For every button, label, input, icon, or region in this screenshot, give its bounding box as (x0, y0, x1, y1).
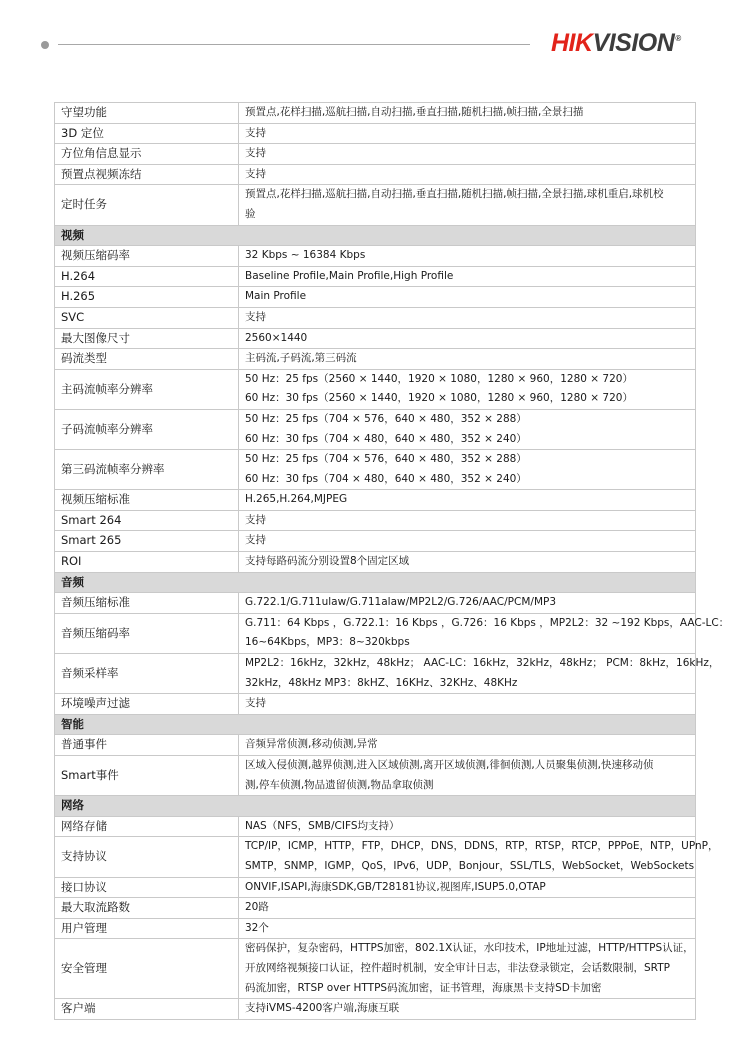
spec-value (239, 593, 696, 614)
spec-value (239, 307, 696, 328)
spec-value-line: Main Profile (245, 290, 307, 303)
spec-table-body (55, 103, 730, 1020)
hikvision-logo (551, 28, 681, 58)
header-bullet (41, 41, 49, 49)
spec-value (239, 613, 730, 653)
spec-row (55, 999, 696, 1020)
spec-value-line: 16~64Kbps，MP3：8~320kbps (245, 636, 410, 649)
spec-row (55, 593, 696, 614)
spec-value (239, 939, 696, 999)
spec-row (55, 287, 696, 308)
spec-value (239, 287, 696, 308)
spec-value (239, 328, 696, 349)
section-header (55, 796, 696, 817)
spec-value-line: 支持 (245, 126, 266, 139)
spec-row (55, 307, 696, 328)
logo-registered-mark: ® (675, 34, 681, 43)
header-rule (58, 44, 530, 45)
spec-value-line: 测,停车侦测,物品遗留侦测,物品拿取侦测 (245, 778, 434, 791)
spec-value (239, 837, 719, 877)
spec-row (55, 409, 696, 449)
spec-row (55, 328, 696, 349)
spec-row (55, 918, 696, 939)
spec-row (55, 450, 696, 490)
logo-text-red: HIK (551, 29, 593, 57)
spec-row (55, 349, 696, 370)
spec-key: 守望功能 (55, 103, 239, 124)
spec-value-line: 支持 (245, 697, 266, 710)
spec-key: 环境噪声过滤 (55, 694, 239, 715)
spec-value-line: 支持每路码流分别设置8个固定区域 (245, 555, 410, 568)
spec-value-line: 密码保护，复杂密码，HTTPS加密，802.1X认证，水印技术，IP地址过滤，HTTP/HTTPS认证， (245, 942, 694, 955)
spec-row (55, 103, 696, 124)
spec-value-line: 开放网络视频接口认证，控件超时机制，安全审计日志，非法登录锁定，会话数限制，SRTP (245, 961, 670, 974)
spec-row (55, 510, 696, 531)
spec-value-line: G.711：64 Kbps ，G.722.1：16 Kbps ，G.726：16 Kbps ，MP2L2：32 ~192 Kbps，AAC-LC： (245, 616, 730, 629)
spec-row (55, 939, 696, 999)
spec-row (55, 694, 696, 715)
spec-row (55, 877, 696, 898)
spec-value (239, 266, 696, 287)
spec-value (239, 654, 720, 694)
spec-value-line: 支持 (245, 513, 266, 526)
spec-row (55, 164, 696, 185)
spec-value-line: 20路 (245, 901, 269, 914)
spec-value-line: Baseline Profile,Main Profile,High Profile (245, 269, 454, 282)
spec-key: 码流类型 (55, 349, 239, 370)
spec-value-line: 50 Hz：25 fps（704 × 576，640 × 480，352 × 288） (245, 412, 527, 425)
spec-value-line: 预置点,花样扫描,巡航扫描,自动扫描,垂直扫描,随机扫描,帧扫描,全景扫描 (245, 106, 584, 118)
spec-value (239, 918, 696, 939)
spec-key: 视频压缩标准 (55, 490, 239, 511)
spec-value (239, 510, 696, 531)
spec-value (239, 144, 696, 165)
spec-value-line: 区域入侵侦测,越界侦测,进入区域侦测,离开区域侦测,徘徊侦测,人员聚集侦测,快速移动侦 (245, 759, 654, 771)
spec-value (239, 816, 696, 837)
spec-value (239, 409, 696, 449)
spec-value-line: 60 Hz：30 fps（2560 × 1440，1920 × 1080，1280 × 960，1280 × 720） (245, 392, 633, 405)
spec-value-line: TCP/IP，ICMP，HTTP，FTP，DHCP，DNS，DDNS，RTP，RTSP，RTCP，PPPoE，NTP，UPnP， (245, 840, 719, 853)
spec-value-line: 60 Hz：30 fps（704 × 480，640 × 480，352 × 240） (245, 472, 527, 485)
spec-row (55, 123, 696, 144)
spec-key: 用户管理 (55, 918, 239, 939)
spec-key: 支持协议 (55, 837, 239, 877)
spec-key: 3D 定位 (55, 123, 239, 144)
spec-key: 定时任务 (55, 185, 239, 225)
spec-value (239, 694, 696, 715)
spec-value-line: 验 (245, 207, 256, 220)
spec-key: 主码流帧率分辨率 (55, 369, 239, 409)
spec-key: Smart 265 (55, 531, 239, 552)
spec-value (239, 531, 696, 552)
section-title: 网络 (55, 796, 696, 817)
spec-value-line: 音频异常侦测,移动侦测,异常 (245, 738, 378, 751)
spec-key: 客户端 (55, 999, 239, 1020)
spec-value (239, 999, 696, 1020)
spec-value (239, 756, 696, 796)
spec-key: Smart 264 (55, 510, 239, 531)
spec-value (239, 552, 696, 573)
spec-row (55, 490, 696, 511)
spec-key: 方位角信息显示 (55, 144, 239, 165)
spec-key: 音频压缩码率 (55, 613, 239, 653)
spec-value-line: 50 Hz：25 fps（704 × 576，640 × 480，352 × 288） (245, 453, 527, 466)
spec-row (55, 654, 696, 694)
spec-row (55, 898, 696, 919)
spec-value-line: 预置点,花样扫描,巡航扫描,自动扫描,垂直扫描,随机扫描,帧扫描,全景扫描,球机重启,球机校 (245, 188, 664, 201)
spec-row (55, 266, 696, 287)
section-title: 视频 (55, 225, 696, 246)
spec-row (55, 246, 696, 267)
spec-row (55, 756, 696, 796)
spec-value-line: H.265,H.264,MJPEG (245, 493, 348, 506)
spec-value-line: NAS（NFS，SMB/CIFS均支持） (245, 819, 400, 832)
spec-key: SVC (55, 307, 239, 328)
spec-key: 普通事件 (55, 735, 239, 756)
spec-value-line: 码流加密，RTSP over HTTPS码流加密，证书管理，海康黑卡支持SD卡加密 (245, 981, 602, 994)
spec-value-line: MP2L2：16kHz，32kHz，48kHz； AAC-LC：16kHz，32kHz，48kHz； PCM：8kHz，16kHz， (245, 657, 720, 670)
spec-table (54, 102, 730, 1020)
spec-key: 音频采样率 (55, 654, 239, 694)
spec-key: 最大图像尺寸 (55, 328, 239, 349)
spec-value-line: 32个 (245, 921, 269, 934)
spec-key: ROI (55, 552, 239, 573)
spec-value-line: 50 Hz：25 fps（2560 × 1440，1920 × 1080，1280 × 960，1280 × 720） (245, 372, 633, 385)
spec-key: 安全管理 (55, 939, 239, 999)
spec-value-line: 支持 (245, 147, 266, 160)
spec-value-line: 支持 (245, 534, 266, 547)
section-header (55, 572, 696, 593)
spec-value-line: 支持 (245, 310, 266, 323)
spec-row (55, 144, 696, 165)
spec-key: 第三码流帧率分辨率 (55, 450, 239, 490)
spec-value (239, 369, 696, 409)
spec-key: 预置点视频冻结 (55, 164, 239, 185)
spec-value-line: 支持 (245, 167, 266, 180)
spec-value-line: SMTP，SNMP，IGMP，QoS，IPv6，UDP，Bonjour，SSL/TLS，WebSocket，WebSockets (245, 859, 695, 872)
spec-row (55, 552, 696, 573)
spec-row (55, 837, 696, 877)
section-title: 音频 (55, 572, 696, 593)
section-header (55, 714, 696, 735)
logo-text-gray: VISION (592, 29, 675, 57)
spec-key: H.264 (55, 266, 239, 287)
spec-value-line: 32 Kbps ~ 16384 Kbps (245, 249, 366, 262)
spec-row (55, 369, 696, 409)
spec-value (239, 246, 696, 267)
spec-value-line: 2560×1440 (245, 331, 308, 344)
spec-value (239, 185, 696, 225)
spec-row (55, 735, 696, 756)
spec-value (239, 898, 696, 919)
spec-key: 视频压缩码率 (55, 246, 239, 267)
spec-key: 接口协议 (55, 877, 239, 898)
spec-value (239, 164, 696, 185)
spec-key: H.265 (55, 287, 239, 308)
spec-key: 音频压缩标准 (55, 593, 239, 614)
spec-value (239, 735, 696, 756)
spec-value-line: G.722.1/G.711ulaw/G.711alaw/MP2L2/G.726/AAC/PCM/MP3 (245, 596, 557, 609)
spec-key: Smart事件 (55, 756, 239, 796)
spec-row (55, 185, 696, 225)
spec-value (239, 450, 696, 490)
spec-value (239, 123, 696, 144)
section-title: 智能 (55, 714, 696, 735)
spec-value (239, 490, 696, 511)
spec-value-line: 32kHz，48kHz MP3：8kHZ、16KHz、32KHz、48KHz (245, 676, 518, 689)
spec-row (55, 531, 696, 552)
spec-key: 最大取流路数 (55, 898, 239, 919)
spec-value (239, 103, 696, 124)
spec-value-line: ONVIF,ISAPI,海康SDK,GB/T28181协议,视图库,ISUP5.0,OTAP (245, 880, 546, 893)
spec-row (55, 613, 696, 653)
spec-row (55, 816, 696, 837)
spec-value (239, 349, 696, 370)
spec-value-line: 主码流,子码流,第三码流 (245, 352, 357, 365)
spec-key: 网络存储 (55, 816, 239, 837)
spec-value (239, 877, 696, 898)
section-header (55, 225, 696, 246)
spec-key: 子码流帧率分辨率 (55, 409, 239, 449)
spec-value-line: 60 Hz：30 fps（704 × 480，640 × 480，352 × 240） (245, 432, 527, 445)
spec-value-line: 支持iVMS-4200客户端,海康互联 (245, 1002, 400, 1015)
